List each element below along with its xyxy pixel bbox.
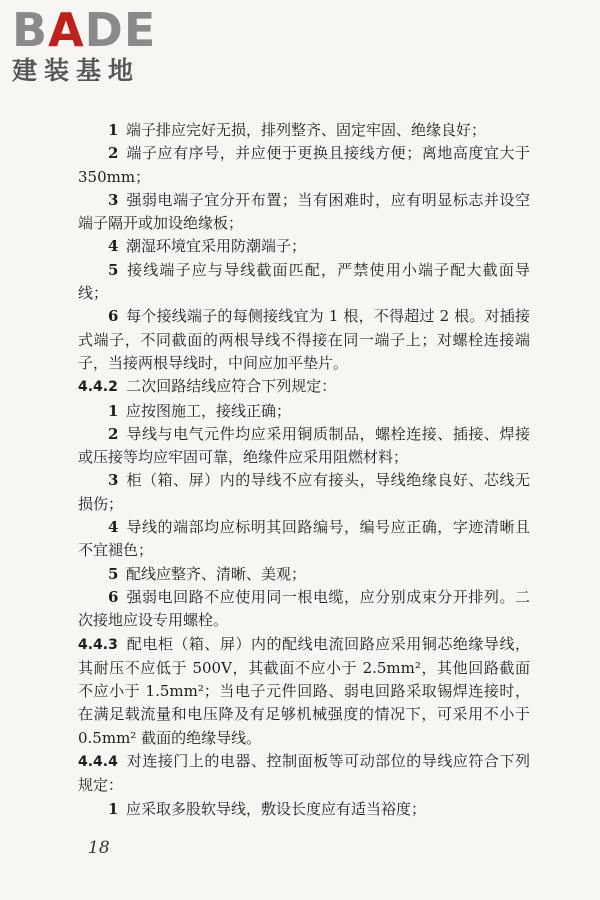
list-item: 6 强弱电回路不应使用同一根电缆，应分别成束分开排列。二次接地应设专用螺栓。 [78, 587, 530, 630]
list-item: 5 配线应整齐、清晰、美观； [108, 564, 306, 583]
list-item: 3 柜（箱、屏）内的导线不应有接头，导线绝缘良好、芯线无损伤； [78, 471, 530, 513]
brand-logo [12, 3, 212, 86]
list-item: 2 导线与电气元件均应采用铜质制品，螺栓连接、插接、焊接或压接等均应牢固可靠，绝缘件应采用阻燃材料； [78, 424, 530, 467]
list-item: 4 导线的端部均应标明其回路编号，编号应正确，字迹清晰且不宜褪色； [78, 518, 530, 560]
logo-wordmark: BADE [12, 3, 157, 57]
list-item: 3 强弱电端子宜分开布置；当有困难时，应有明显标志并设空端子隔开或加设绝缘板； [78, 190, 530, 233]
page-number: 18 [88, 838, 110, 858]
clause-4-4-2: 4.4.2 二次回路结线应符合下列规定： [78, 377, 337, 396]
list-item: 5 接线端子应与导线截面匹配，严禁使用小端子配大截面导线； [78, 260, 530, 303]
list-item: 1 应采取多股软导线，敷设长度应有适当裕度； [108, 799, 426, 818]
list-item: 1 端子排应完好无损，排列整齐、固定牢固、绝缘良好； [108, 121, 486, 139]
list-item: 2 端子应有序号，并应便于更换且接线方便；离地高度宜大于 350mm； [78, 144, 530, 186]
document-body [78, 119, 530, 821]
clause-4-4-4: 4.4.4 对连接门上的电器、控制面板等可动部位的导线应符合下列规定： [78, 752, 530, 795]
clause-4-4-3: 4.4.3 配电柜（箱、屏）内的配线电流回路应采用铜芯绝缘导线，其耐压不应低于 500V，其截面不应小于 2.5mm²，其他回路截面不应小于 1.5mm²；当电子元件回路、弱电回路采取锡焊连接时，在满足载流量和电压降及有足够机械强度的情况下，可采用不小于 0.5mm² 截面的绝缘导线。 [78, 634, 530, 747]
list-item: 4 潮湿环境宜采用防潮端子； [108, 237, 306, 256]
list-item: 1 应按图施工，接线正确； [108, 401, 291, 420]
logo-subtitle: 建装基地 [12, 56, 141, 85]
list-item: 6 每个接线端子的每侧接线宜为 1 根，不得超过 2 根。对插接式端子，不同截面的两根导线不得接在同一端子上；对螺栓连接端子，当接两根导线时，中间应加平垫片。 [78, 307, 530, 372]
